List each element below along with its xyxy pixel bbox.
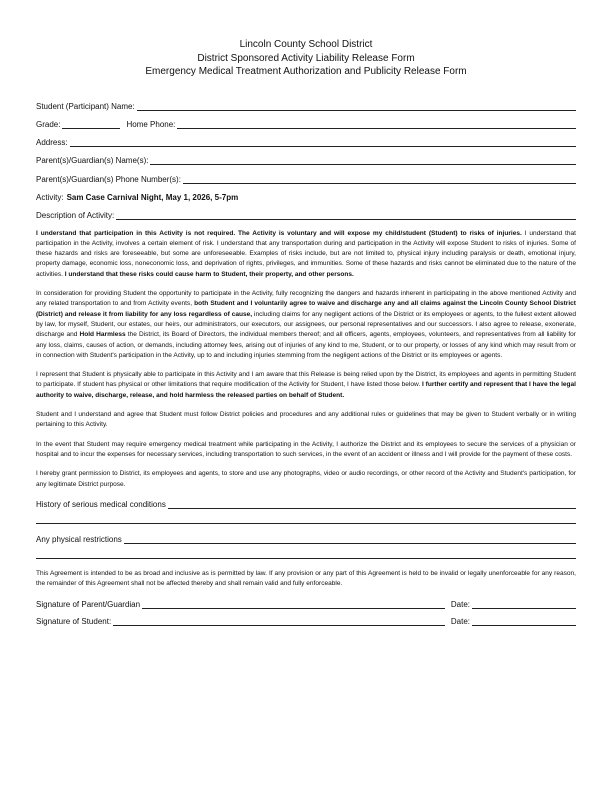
- risk-paragraph: [36, 229, 576, 280]
- guardian-phone-field[interactable]: [183, 175, 576, 184]
- medical-history-label: History of serious medical conditions: [36, 499, 166, 509]
- physical-restrictions-field-line2[interactable]: [36, 550, 576, 559]
- activity-row: [36, 192, 576, 202]
- home-phone-field[interactable]: [177, 120, 576, 129]
- risk-bold-conclusion: I understand that these risks could cause harm to Student, their property, and other persons.: [64, 270, 354, 278]
- severability-paragraph: This Agreement is intended to be as broad and inclusive as is permitted by law. If any provision or any part of this Agreement is held to be invalid or legally unenforceable for any reason, the remainder of this Agreement shall not be affected thereby and shall remain valid and fully enforceable.: [36, 569, 576, 588]
- student-signature-row: [36, 616, 576, 626]
- physical-restrictions-label: Any physical restrictions: [36, 534, 122, 544]
- waiver-text-b: including claims for any negligent actions of the District or its employees or agents, to the fullest extent allowed by law, for myself, Student, our estates, our heirs, our administrators, our executors, our assignees, our personal representatives and our successors. I also agree to release, exonerate, discharge and: [36, 310, 576, 339]
- student-name-label: Student (Participant) Name:: [36, 101, 135, 111]
- signature-fields: [36, 599, 576, 626]
- guardian-phone-label: Parent(s)/Guardian(s) Phone Number(s):: [36, 174, 181, 184]
- student-name-row: [36, 101, 576, 111]
- description-row: [36, 210, 576, 220]
- activity-value: Sam Case Carnival Night, May 1, 2026, 5-7pm: [66, 192, 239, 202]
- representation-text: I represent that Student is physically able to participate in this Activity and I am aware that this Release is being relied upon by the District, its employees and agents in permitting Student to participate. If student has physical or other limitations that require modification of the Activity for Student, I have listed those below.: [36, 371, 576, 389]
- grade-field[interactable]: [62, 120, 120, 129]
- guardian-names-field[interactable]: [150, 156, 576, 165]
- parent-date-field[interactable]: [472, 600, 576, 609]
- grade-phone-row: [36, 119, 576, 129]
- student-date-label: Date:: [450, 617, 470, 627]
- form-title: District Sponsored Activity Liability Release Form: [197, 52, 415, 64]
- waiver-paragraph: [36, 289, 576, 361]
- physical-restrictions-field[interactable]: [124, 535, 576, 544]
- parent-signature-label: Signature of Parent/Guardian: [36, 600, 141, 610]
- guardian-names-row: [36, 155, 576, 165]
- medical-history-row: [36, 499, 576, 509]
- waiver-bold-a: both Student and I voluntarily agree to waive and discharge any and all claims against the Lincoln County School District (District) and release it from liability for any loss regardless of cause,: [36, 300, 576, 318]
- release-form-page: [36, 0, 576, 633]
- student-date-field[interactable]: [472, 617, 576, 626]
- student-name-field[interactable]: [137, 102, 576, 111]
- medical-treatment-paragraph: In the event that Student may require emergency medical treatment while participating in the Activity, I authorize the District and its employees to secure the services of a physician or hospital and to incur the expenses for necessary services, including transportation to such services, in the event of an accident or illness and I will provide for the payment of these costs.: [36, 440, 576, 458]
- student-info-fields: [36, 101, 576, 221]
- grade-label: Grade:: [36, 119, 61, 129]
- form-subtitle: Emergency Medical Treatment Authorization and Publicity Release Form: [145, 66, 467, 77]
- policies-paragraph: Student and I understand and agree that Student must follow District policies and procedures and any additional rules or guidelines that may be given to Student verbally or in writing pertaining to this Activity.: [36, 411, 576, 429]
- parent-signature-row: [36, 599, 576, 609]
- student-signature-label: Signature of Student:: [36, 617, 112, 627]
- publicity-paragraph: I hereby grant permission to District, its employees and agents, to store and use any photographs, video or audio recordings, or other record of the Activity and Student's participation, for any legitimate District purpose.: [36, 470, 576, 488]
- description-field[interactable]: [116, 211, 576, 220]
- student-signature-field[interactable]: [113, 617, 445, 626]
- waiver-text-a: In consideration for providing Student the opportunity to participate in the Activity, fully recognizing the dangers and hazards inherent in participating in the above mentioned Activity and any related transportation to and from Activity events,: [36, 290, 576, 308]
- district-name: Lincoln County School District: [239, 39, 373, 50]
- medical-fields: [36, 499, 576, 559]
- risk-text: I understand that participation in the Activity, involves a certain element of risk. I understand that any transportation during and participation in the Activity will expose Student to risks of injuries. Some of these hazards and risks are foreseeable, but some are unforeseeable. Examples of risks include, but are not limited to, physical injury including paralysis or death, emotional injury, property damage, economic loss, noneconomic loss, and deprivation of rights, privileges, and immunities. Some of these hazards and risks cannot be eliminated due to the nature of the activities.: [36, 229, 576, 278]
- physical-restrictions-row: [36, 534, 576, 544]
- waiver-bold-b: Hold Harmless: [79, 331, 126, 339]
- description-label: Description of Activity:: [36, 211, 115, 221]
- parent-date-label: Date:: [450, 600, 470, 610]
- activity-label: Activity:: [36, 192, 64, 202]
- address-row: [36, 137, 576, 147]
- risk-bold-statement: I understand that participation in this Activity is not required. The Activity is voluntary and will expose my child/student (Student) to risks of injuries.: [36, 229, 522, 237]
- guardian-names-label: Parent(s)/Guardian(s) Name(s):: [36, 156, 149, 166]
- representation-bold: I further certify and represent that I have the legal authority to waive, discharge, release, and hold harmless the released parties on behalf of Student.: [36, 381, 576, 399]
- home-phone-label: Home Phone:: [126, 119, 176, 129]
- representation-paragraph: [36, 370, 576, 401]
- address-field[interactable]: [70, 138, 576, 147]
- parent-signature-field[interactable]: [142, 600, 445, 609]
- address-label: Address:: [36, 138, 68, 148]
- medical-history-field-line2[interactable]: [36, 515, 576, 524]
- waiver-text-c: the District, its Board of Directors, the individual members thereof; and all officers, agents, employees, volunteers, and representatives from all liability for any loss, claims, causes of action, or demands, including attorney fees, arising out of injuries of any kind to me, Student, or to our property, or losses of any kind which may result from or in connection with Student's participation in the Activity, up to and including injuries stemming from the negligent actions of the District or its employees or agents.: [36, 331, 576, 359]
- guardian-phone-row: [36, 174, 576, 184]
- medical-history-field[interactable]: [168, 500, 576, 509]
